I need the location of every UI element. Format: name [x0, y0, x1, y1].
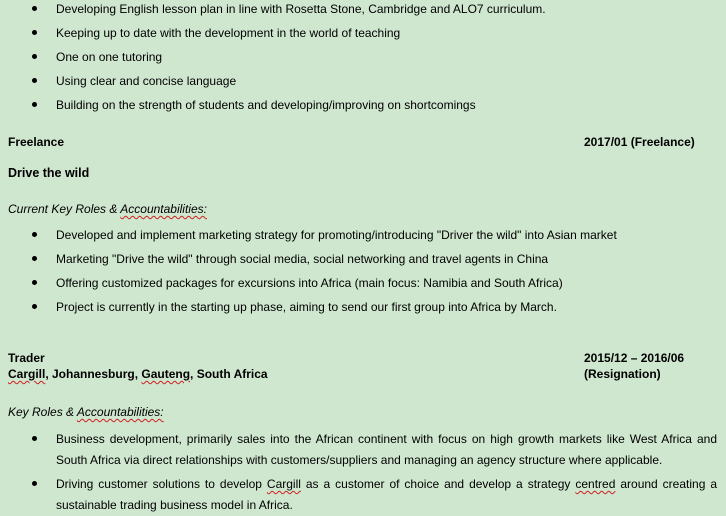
list-item: Driving customer solutions to develop Cargill as a customer of choice and develop a strategy centred around creating a sustainable trading business model in Africa. — [0, 474, 726, 516]
trader-title: Trader — [8, 351, 45, 365]
bullet-icon — [32, 436, 37, 441]
freelance-roles-list — [0, 227, 726, 323]
bullet-icon — [32, 6, 37, 11]
spellcheck-word: Accountabilities: — [76, 405, 164, 419]
list-item: Building on the strength of students and developing/improving on shortcomings — [0, 97, 726, 121]
trader-company-location: Cargill, Johannesburg, Gauteng, South Africa — [8, 367, 268, 381]
list-item: Using clear and concise language — [0, 73, 726, 97]
list-item: Marketing "Drive the wild" through social media, social networking and travel agents in China — [0, 251, 726, 275]
bullet-icon — [32, 30, 37, 35]
bullet-icon — [32, 232, 37, 237]
bullet-icon — [32, 256, 37, 261]
list-item: Business development, primarily sales into the African continent with focus on high growth markets like West Africa and South Africa via direct relationships with customers/suppliers and managing an agency structure where applicable. — [0, 429, 726, 474]
freelance-title: Freelance — [8, 135, 65, 149]
bullet-icon — [32, 78, 37, 83]
bullet-icon — [32, 102, 37, 107]
bullet-icon — [32, 481, 37, 486]
spellcheck-word: Gauteng — [141, 367, 191, 381]
teaching-duties-list — [0, 1, 726, 121]
freelance-roles-label: Current Key Roles & Accountabilities: — [8, 202, 207, 216]
list-item: Developing English lesson plan in line with Rosetta Stone, Cambridge and ALO7 curriculum. — [0, 1, 726, 25]
freelance-date: 2017/01 (Freelance) — [584, 135, 695, 149]
trader-roles-label: Key Roles & Accountabilities: — [8, 405, 164, 419]
list-item: One on one tutoring — [0, 49, 726, 73]
list-item: Developed and implement marketing strategy for promoting/introducing "Driver the wild" into Asian market — [0, 227, 726, 251]
spellcheck-word: Cargill — [8, 367, 46, 381]
spellcheck-word: Accountabilities: — [120, 202, 207, 216]
trader-date: 2015/12 – 2016/06 — [584, 351, 685, 365]
bullet-icon — [32, 54, 37, 59]
list-item: Keeping up to date with the development in the world of teaching — [0, 25, 726, 49]
project-title: Drive the wild — [8, 166, 90, 180]
trader-date-note: (Resignation) — [584, 367, 661, 381]
trader-roles-list — [0, 429, 726, 516]
bullet-icon — [32, 304, 37, 309]
spellcheck-word: Cargill — [266, 477, 301, 491]
list-item: Offering customized packages for excursions into Africa (main focus: Namibia and South Africa) — [0, 275, 726, 299]
spellcheck-word: centred — [575, 477, 616, 491]
list-item: Project is currently in the starting up phase, aiming to send our first group into Africa by March. — [0, 299, 726, 323]
bullet-icon — [32, 280, 37, 285]
